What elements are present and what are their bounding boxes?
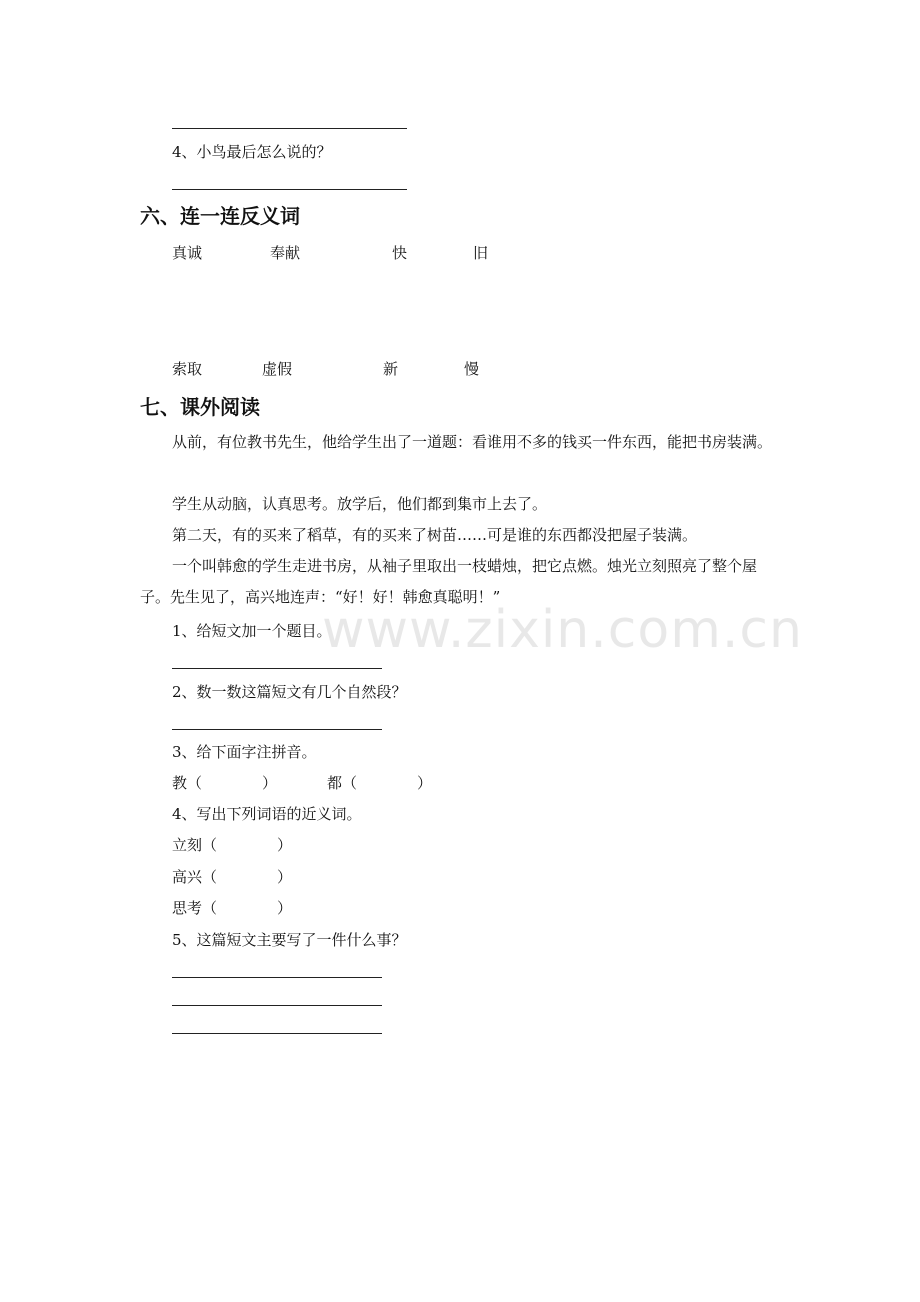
answer-line	[172, 1033, 382, 1034]
word-item: 虚假	[262, 360, 293, 378]
answer-line	[172, 1005, 382, 1006]
question-text: 4、写出下列词语的近义词。	[172, 805, 362, 823]
word-item: 旧	[473, 244, 489, 262]
question-text: 2、数一数这篇短文有几个自然段？	[172, 683, 407, 701]
answer-line	[172, 729, 382, 730]
answer-line	[172, 128, 407, 129]
word-item: 慢	[464, 360, 480, 378]
answer-line	[172, 977, 382, 978]
paragraph: 第二天，有的买来了稻草，有的买来了树苗……可是谁的东西都没把屋子装满。	[172, 526, 698, 544]
fill-blank-item[interactable]: 立刻（ ）	[172, 836, 293, 854]
word-item: 快	[392, 244, 408, 262]
paragraph: 学生从动脑，认真思考。放学后，他们都到集市上去了。	[172, 495, 548, 513]
question-text: 3、给下面字注拼音。	[172, 743, 317, 761]
word-item: 奉献	[270, 244, 301, 262]
watermark: www.zixin.com.cn	[322, 600, 803, 660]
paragraph: 从前，有位教书先生，他给学生出了一道题：看谁用不多的钱买一件东西，能把书房装满。	[172, 433, 773, 451]
question-text: 4、小鸟最后怎么说的？	[172, 143, 332, 161]
word-item: 新	[383, 360, 399, 378]
word-item: 真诚	[172, 244, 203, 262]
fill-blank-item[interactable]: 高兴（ ）	[172, 868, 293, 886]
fill-blank-item[interactable]: 思考（ ）	[172, 899, 293, 917]
paragraph: 一个叫韩愈的学生走进书房，从袖子里取出一枝蜡烛，把它点燃。烛光立刻照亮了整个屋子。先生见了，高兴地连声：“好！好！韩愈真聪明！”	[140, 557, 758, 606]
word-item: 索取	[172, 360, 203, 378]
fill-blank-item[interactable]: 都（ ）	[327, 774, 433, 792]
question-text: 1、给短文加一个题目。	[172, 622, 332, 640]
answer-line	[172, 668, 382, 669]
section-title: 六、连一连反义词	[140, 204, 300, 228]
fill-blank-item[interactable]: 教（ ）	[172, 774, 278, 792]
section-title: 七、课外阅读	[140, 395, 260, 419]
question-text: 5、这篇短文主要写了一件什么事？	[172, 931, 407, 949]
answer-line	[172, 189, 407, 190]
